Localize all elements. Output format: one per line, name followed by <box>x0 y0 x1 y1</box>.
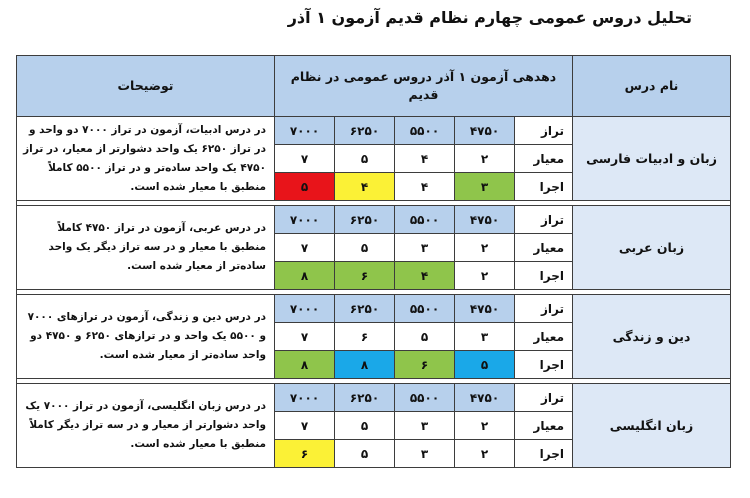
notes-header: توضیحات <box>17 56 275 117</box>
taraz-value: ۶۲۵۰ <box>335 295 395 323</box>
subject-row-taraz <box>17 206 731 234</box>
subject-row-taraz <box>17 295 731 323</box>
meyar-value: ۴ <box>395 145 455 173</box>
ejra-value: ۳ <box>455 173 515 201</box>
ejra-value: ۵ <box>455 351 515 379</box>
taraz-value: ۷۰۰۰ <box>275 117 335 145</box>
row-label-taraz: تراز <box>515 384 573 412</box>
meyar-value: ۵ <box>335 234 395 262</box>
row-label-taraz: تراز <box>515 295 573 323</box>
taraz-value: ۵۵۰۰ <box>395 384 455 412</box>
ejra-value: ۸ <box>335 351 395 379</box>
subject-header: نام درس <box>573 56 731 117</box>
meyar-value: ۳ <box>455 323 515 351</box>
meyar-value: ۲ <box>455 234 515 262</box>
row-label-meyar: معیار <box>515 234 573 262</box>
meyar-value: ۲ <box>455 412 515 440</box>
meyar-value: ۷ <box>275 145 335 173</box>
taraz-value: ۴۷۵۰ <box>455 117 515 145</box>
header-row <box>17 56 731 117</box>
ejra-value: ۸ <box>275 351 335 379</box>
subject-name: دین و زندگی <box>573 295 731 379</box>
ejra-value: ۵ <box>335 440 395 468</box>
taraz-value: ۷۰۰۰ <box>275 206 335 234</box>
taraz-value: ۵۵۰۰ <box>395 117 455 145</box>
row-label-ejra: اجرا <box>515 173 573 201</box>
analysis-table <box>16 55 731 468</box>
meyar-value: ۷ <box>275 412 335 440</box>
row-label-meyar: معیار <box>515 323 573 351</box>
meyar-value: ۲ <box>455 145 515 173</box>
ejra-value: ۴ <box>395 173 455 201</box>
taraz-value: ۵۵۰۰ <box>395 295 455 323</box>
meyar-value: ۳ <box>395 412 455 440</box>
ejra-value: ۶ <box>395 351 455 379</box>
subject-notes: در درس عربی، آزمون در تراز ۴۷۵۰ کاملاً منطبق با معیار و در سه تراز دیگر یک واحد ساده‌تر از معیار شده است. <box>17 206 275 290</box>
subject-name: زبان و ادبیات فارسی <box>573 117 731 201</box>
row-label-ejra: اجرا <box>515 351 573 379</box>
ejra-value: ۶ <box>335 262 395 290</box>
page-title: تحلیل دروس عمومی چهارم نظام قدیم آزمون ۱ آذر <box>287 8 692 27</box>
meyar-value: ۵ <box>335 412 395 440</box>
taraz-value: ۷۰۰۰ <box>275 384 335 412</box>
row-label-taraz: تراز <box>515 117 573 145</box>
exam-header: دهدهی آزمون ۱ آذر دروس عمومی در نظام قدیم <box>275 56 573 117</box>
subject-row-taraz <box>17 117 731 145</box>
subject-row-taraz <box>17 384 731 412</box>
taraz-value: ۴۷۵۰ <box>455 295 515 323</box>
taraz-value: ۴۷۵۰ <box>455 384 515 412</box>
ejra-value: ۲ <box>455 440 515 468</box>
ejra-value: ۵ <box>275 173 335 201</box>
ejra-value: ۸ <box>275 262 335 290</box>
meyar-value: ۵ <box>395 323 455 351</box>
ejra-value: ۶ <box>275 440 335 468</box>
taraz-value: ۶۲۵۰ <box>335 117 395 145</box>
row-label-meyar: معیار <box>515 412 573 440</box>
meyar-value: ۷ <box>275 234 335 262</box>
ejra-value: ۴ <box>335 173 395 201</box>
subject-notes: در درس زبان انگلیسی، آزمون در تراز ۷۰۰۰ یک واحد دشوارتر از معیار و در سه تراز دیگر کاملاً منطبق با معیار شده است. <box>17 384 275 468</box>
row-label-ejra: اجرا <box>515 262 573 290</box>
row-label-taraz: تراز <box>515 206 573 234</box>
subject-notes: در درس دین و زندگی، آزمون در ترازهای ۷۰۰۰ و ۵۵۰۰ یک واحد و در ترازهای ۶۲۵۰ و ۴۷۵۰ دو واحد ساده‌تر از معیار شده است. <box>17 295 275 379</box>
subject-name: زبان عربی <box>573 206 731 290</box>
ejra-value: ۴ <box>395 262 455 290</box>
taraz-value: ۵۵۰۰ <box>395 206 455 234</box>
meyar-value: ۶ <box>335 323 395 351</box>
row-label-meyar: معیار <box>515 145 573 173</box>
taraz-value: ۷۰۰۰ <box>275 295 335 323</box>
meyar-value: ۷ <box>275 323 335 351</box>
taraz-value: ۶۲۵۰ <box>335 384 395 412</box>
subject-notes: در درس ادبیات، آزمون در تراز ۷۰۰۰ دو واحد و در تراز ۶۲۵۰ یک واحد دشوارتر از معیار، در تراز ۴۷۵۰ یک واحد ساده‌تر و در تراز ۵۵۰۰ کاملاً منطبق با معیار شده است. <box>17 117 275 201</box>
ejra-value: ۳ <box>395 440 455 468</box>
row-label-ejra: اجرا <box>515 440 573 468</box>
meyar-value: ۳ <box>395 234 455 262</box>
subject-name: زبان انگلیسی <box>573 384 731 468</box>
meyar-value: ۵ <box>335 145 395 173</box>
taraz-value: ۴۷۵۰ <box>455 206 515 234</box>
ejra-value: ۲ <box>455 262 515 290</box>
taraz-value: ۶۲۵۰ <box>335 206 395 234</box>
